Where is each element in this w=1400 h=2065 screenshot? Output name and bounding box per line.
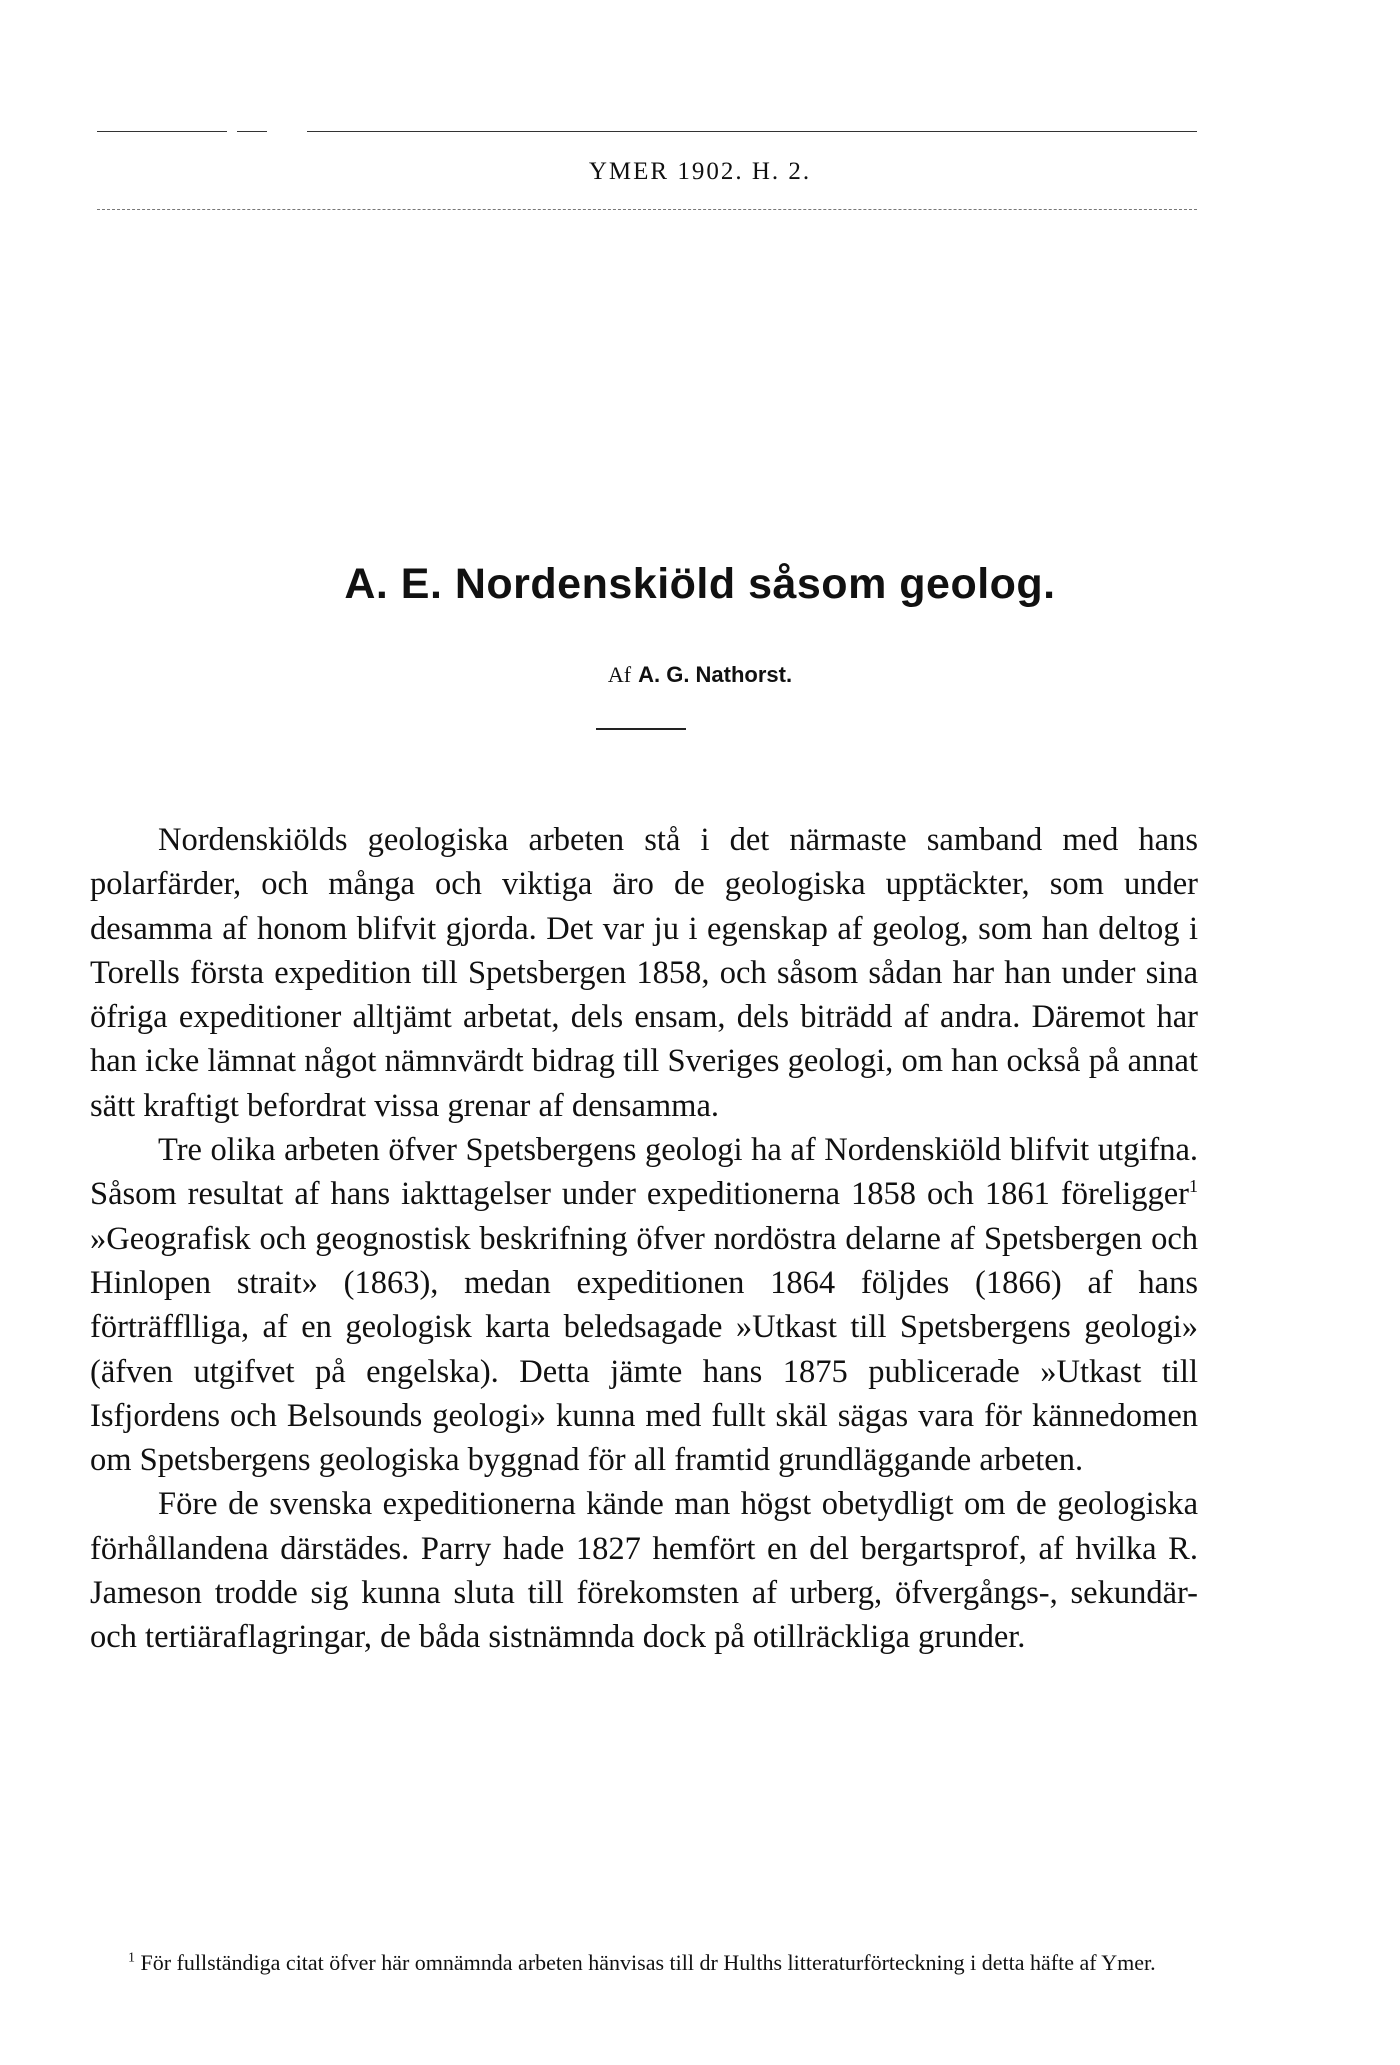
- running-head: YMER 1902. H. 2.: [588, 158, 812, 185]
- paragraph: [90, 1482, 1198, 1659]
- paragraph: [90, 1128, 1198, 1482]
- footnote-text: För fullständiga citat öfver här omnämnda arbeten hänvisas till dr Hulths litteraturförteckning i detta häfte af Ymer.: [140, 1950, 1156, 1975]
- byline-prefix: Af: [607, 662, 632, 687]
- article-body: [90, 818, 1198, 1660]
- article-title: A. E. Nordenskiöld såsom geolog.: [344, 560, 1056, 608]
- paragraph-text: Tre olika arbeten öfver Spetsbergens geologi ha af Nordenskiöld blifvit utgifna. Såsom resultat af hans iakttagelser under expeditionerna 1858 och 1861 föreligger: [90, 1132, 1198, 1213]
- byline: [0, 662, 1400, 688]
- paragraph: [90, 818, 1198, 1128]
- paragraph-text: Före de svenska expeditionerna kände man högst obetydligt om de geologiska förhållandena därstädes. Parry hade 1827 hemfört en del bergartsprof, af hvilka R. Jameson trodde sig kunna sluta till förekomsten af urberg, öfvergångs-, sekundär- och tertiäraflagringar, de båda sistnämnda dock på otillräckliga grunder.: [90, 1486, 1198, 1656]
- paragraph-text: Nordenskiölds geologiska arbeten stå i det närmaste samband med hans polarfärder, och många och viktiga äro de geologiska upptäckter, som under desamma af honom blifvit gjorda. Det var ju i egenskap af geolog, som han deltog i Torells första expedition till Spetsbergen 1858, och såsom sådan har han under sina öfriga expeditioner alltjämt arbetat, dels ensam, dels biträdd af andra. Däremot har han icke lämnat något nämnvärdt bidrag till Sveriges geologi, om han också på annat sätt kraftigt befordrat vissa grenar af densamma.: [90, 822, 1198, 1124]
- footnote: [82, 1946, 1196, 1979]
- title-divider: [596, 728, 686, 730]
- paragraph-text: »Geografisk och geognostisk beskrifning öfver nordöstra delarne af Spetsbergen och Hinlopen strait» (1863), medan expeditionen 1864 följdes (1866) af hans förträfflliga, af en geologisk karta beledsagade »Utkast till Spetsbergens geologi» (äfven utgifvet på engelska). Detta jämte hans 1875 publicerade »Utkast till Isfjordens och Belsounds geologi» kunna med fullt skäl sägas vara för kännedomen om Spetsbergens geologiska byggnad för all framtid grundläggande arbeten.: [90, 1220, 1198, 1479]
- top-rule-segment: [237, 131, 267, 132]
- top-rule-segment: [307, 131, 1197, 132]
- footnote-reference[interactable]: 1: [1189, 1176, 1198, 1197]
- top-rule-segment: [97, 131, 227, 132]
- header-divider: [97, 209, 1197, 210]
- footnote-mark: 1: [128, 1950, 135, 1966]
- author-name: A. G. Nathorst.: [638, 662, 793, 687]
